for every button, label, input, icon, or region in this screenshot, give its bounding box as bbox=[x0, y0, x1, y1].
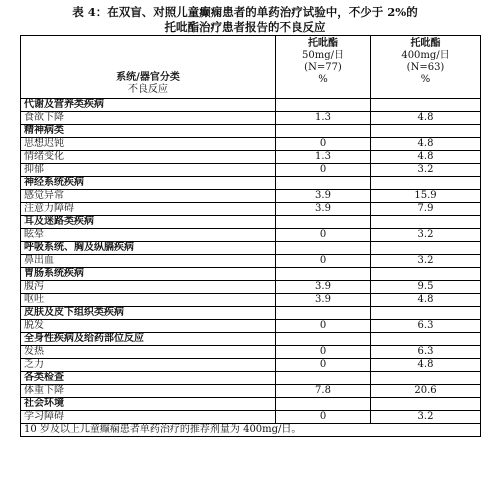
table-row bbox=[21, 190, 481, 203]
reaction-name: 腹泻 bbox=[21, 281, 276, 294]
table-row bbox=[21, 112, 481, 125]
table-row bbox=[21, 385, 481, 398]
reaction-name: 情绪变化 bbox=[21, 151, 276, 164]
header-400mg bbox=[371, 36, 481, 99]
table-footnote: 10 岁及以上儿童癫痫患者单药治疗的推荐剂量为 400mg/日。 bbox=[21, 424, 481, 437]
header-col2-line1: 托吡酯 bbox=[308, 38, 338, 49]
header-col2-line2: 50mg/日 bbox=[302, 50, 344, 61]
header-col3-line3: (N=63) bbox=[406, 62, 445, 73]
reaction-name: 抑郁 bbox=[21, 164, 276, 177]
table-row bbox=[21, 151, 481, 164]
value-400mg: 4.8 bbox=[371, 359, 481, 372]
category-row bbox=[21, 177, 481, 190]
adverse-reactions-table bbox=[20, 35, 481, 437]
empty-cell bbox=[371, 268, 481, 281]
empty-cell bbox=[276, 99, 371, 112]
table-row bbox=[21, 320, 481, 333]
empty-cell bbox=[371, 216, 481, 229]
value-400mg: 3.2 bbox=[371, 255, 481, 268]
category-label: 皮肤及皮下组织类疾病 bbox=[21, 307, 276, 320]
value-400mg: 3.2 bbox=[371, 229, 481, 242]
empty-cell bbox=[276, 125, 371, 138]
table-row bbox=[21, 281, 481, 294]
table-title bbox=[0, 0, 490, 35]
category-row bbox=[21, 216, 481, 229]
header-col3-line2: 400mg/日 bbox=[401, 50, 450, 61]
header-col3-line1: 托吡酯 bbox=[410, 38, 441, 49]
value-50mg: 3.9 bbox=[276, 190, 371, 203]
reaction-name: 体重下降 bbox=[21, 385, 276, 398]
table-header-row bbox=[21, 36, 481, 99]
header-col3-line4: % bbox=[420, 74, 431, 85]
value-50mg: 0 bbox=[276, 229, 371, 242]
table-row bbox=[21, 359, 481, 372]
category-label: 呼吸系统、胸及纵膈疾病 bbox=[21, 242, 276, 255]
table-title-line1: 表 4：在双盲、对照儿童癫痫患者的单药治疗试验中，不少于 2%的 bbox=[72, 5, 418, 19]
value-400mg: 4.8 bbox=[371, 294, 481, 307]
reaction-name: 食欲下降 bbox=[21, 112, 276, 125]
reaction-name: 呕吐 bbox=[21, 294, 276, 307]
reaction-name: 乏力 bbox=[21, 359, 276, 372]
table-footnote-row bbox=[21, 424, 481, 437]
table-row bbox=[21, 411, 481, 424]
value-50mg: 0 bbox=[276, 359, 371, 372]
value-50mg: 0 bbox=[276, 138, 371, 151]
value-50mg: 0 bbox=[276, 320, 371, 333]
reaction-name: 思想迟钝 bbox=[21, 138, 276, 151]
empty-cell bbox=[276, 268, 371, 281]
value-400mg: 3.2 bbox=[371, 164, 481, 177]
category-label: 耳及迷路类疾病 bbox=[21, 216, 276, 229]
value-400mg: 9.5 bbox=[371, 281, 481, 294]
table-row bbox=[21, 138, 481, 151]
category-label: 各类检查 bbox=[21, 372, 276, 385]
empty-cell bbox=[371, 125, 481, 138]
table-title-line2: 托吡酯治疗患者报告的不良反应 bbox=[164, 20, 326, 34]
value-50mg: 0 bbox=[276, 164, 371, 177]
empty-cell bbox=[276, 307, 371, 320]
header-50mg bbox=[276, 36, 371, 99]
value-400mg: 6.3 bbox=[371, 320, 481, 333]
empty-cell bbox=[276, 177, 371, 190]
value-50mg: 3.9 bbox=[276, 294, 371, 307]
reaction-name: 感觉异常 bbox=[21, 190, 276, 203]
value-400mg: 6.3 bbox=[371, 346, 481, 359]
table-row bbox=[21, 346, 481, 359]
reaction-name: 发热 bbox=[21, 346, 276, 359]
table-row bbox=[21, 203, 481, 216]
reaction-name: 脱发 bbox=[21, 320, 276, 333]
empty-cell bbox=[371, 99, 481, 112]
category-row bbox=[21, 125, 481, 138]
category-label: 神经系统疾病 bbox=[21, 177, 276, 190]
empty-cell bbox=[371, 372, 481, 385]
value-50mg: 0 bbox=[276, 255, 371, 268]
value-50mg: 3.9 bbox=[276, 203, 371, 216]
value-400mg: 4.8 bbox=[371, 151, 481, 164]
value-50mg: 1.3 bbox=[276, 112, 371, 125]
value-50mg: 0 bbox=[276, 346, 371, 359]
category-label: 社会环境 bbox=[21, 398, 276, 411]
category-row bbox=[21, 333, 481, 346]
empty-cell bbox=[276, 372, 371, 385]
value-400mg: 4.8 bbox=[371, 138, 481, 151]
value-400mg: 20.6 bbox=[371, 385, 481, 398]
value-400mg: 7.9 bbox=[371, 203, 481, 216]
empty-cell bbox=[371, 333, 481, 346]
category-label: 胃肠系统疾病 bbox=[21, 268, 276, 281]
table-row bbox=[21, 294, 481, 307]
reaction-name: 学习障碍 bbox=[21, 411, 276, 424]
table-row bbox=[21, 164, 481, 177]
value-50mg: 0 bbox=[276, 411, 371, 424]
value-400mg: 4.8 bbox=[371, 112, 481, 125]
header-system-organ-class bbox=[21, 36, 276, 99]
category-row bbox=[21, 372, 481, 385]
category-row bbox=[21, 242, 481, 255]
value-400mg: 15.9 bbox=[371, 190, 481, 203]
category-row bbox=[21, 398, 481, 411]
value-50mg: 1.3 bbox=[276, 151, 371, 164]
value-400mg: 3.2 bbox=[371, 411, 481, 424]
empty-cell bbox=[371, 398, 481, 411]
category-row bbox=[21, 268, 481, 281]
empty-cell bbox=[276, 398, 371, 411]
category-label: 全身性疾病及给药部位反应 bbox=[21, 333, 276, 346]
header-col1-line2: 不良反应 bbox=[128, 84, 168, 95]
table-row bbox=[21, 255, 481, 268]
category-label: 精神病类 bbox=[21, 125, 276, 138]
value-50mg: 3.9 bbox=[276, 281, 371, 294]
category-label: 代谢及营养类疾病 bbox=[21, 99, 276, 112]
empty-cell bbox=[371, 177, 481, 190]
reaction-name: 鼻出血 bbox=[21, 255, 276, 268]
empty-cell bbox=[276, 242, 371, 255]
category-row bbox=[21, 99, 481, 112]
value-50mg: 7.8 bbox=[276, 385, 371, 398]
header-col2-line4: % bbox=[318, 74, 328, 85]
table-body bbox=[21, 99, 481, 424]
empty-cell bbox=[371, 307, 481, 320]
reaction-name: 注意力障碍 bbox=[21, 203, 276, 216]
category-row bbox=[21, 307, 481, 320]
empty-cell bbox=[371, 242, 481, 255]
empty-cell bbox=[276, 333, 371, 346]
table-row bbox=[21, 229, 481, 242]
empty-cell bbox=[276, 216, 371, 229]
reaction-name: 眩晕 bbox=[21, 229, 276, 242]
header-col2-line3: (N=77) bbox=[304, 62, 342, 73]
header-col1-line1: 系统/器官分类 bbox=[116, 72, 180, 83]
